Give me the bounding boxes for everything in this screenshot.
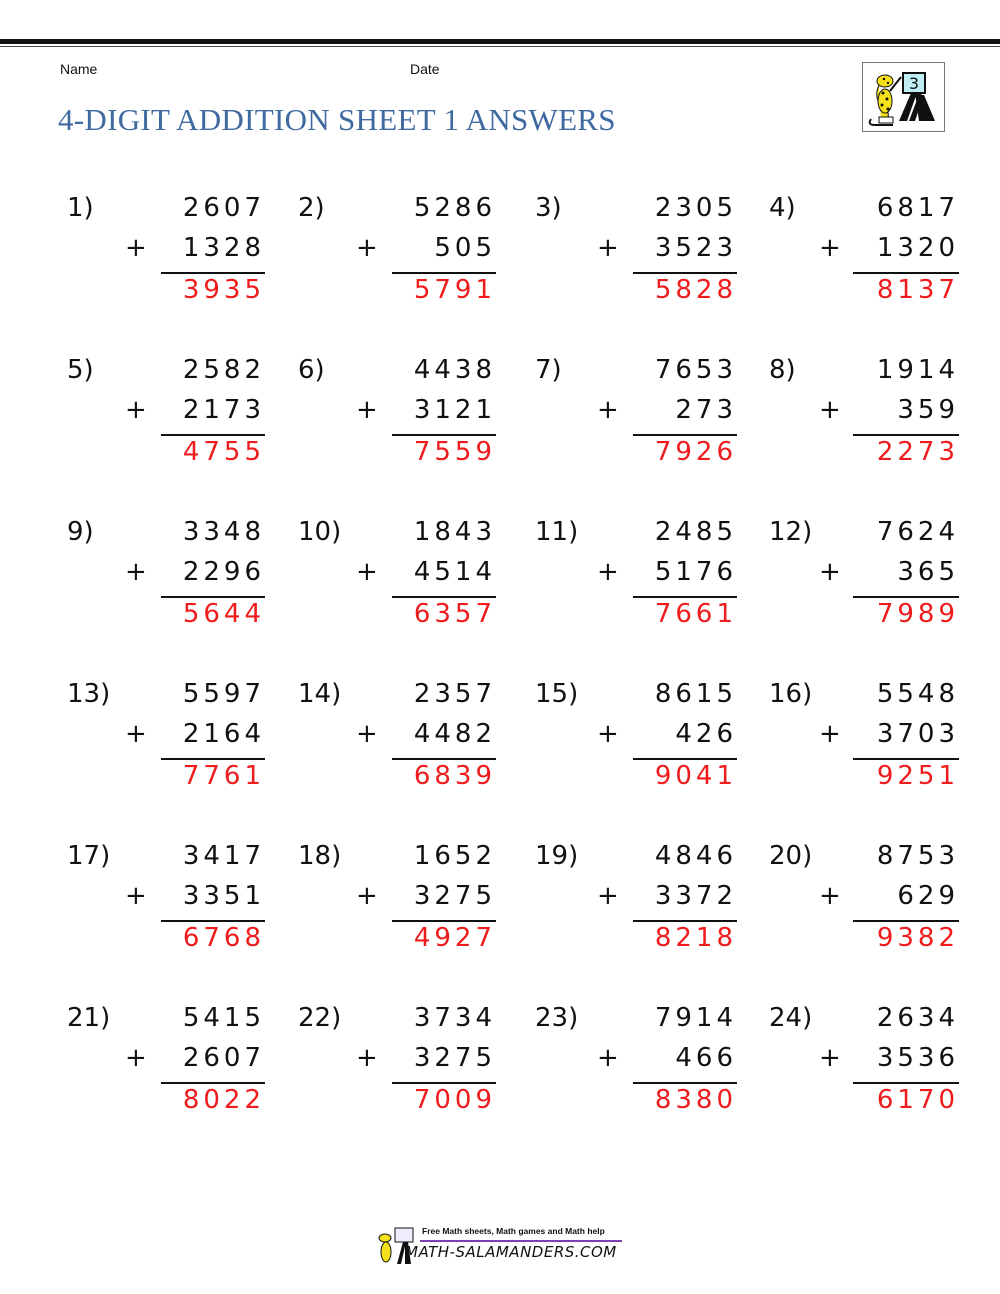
problem-number: 16) xyxy=(769,679,813,709)
addition-problem xyxy=(535,841,737,971)
bottom-addend: 3523 xyxy=(654,233,737,263)
answer: 7559 xyxy=(413,437,496,467)
problem-number: 24) xyxy=(769,1003,813,1033)
bottom-addend: 4482 xyxy=(413,719,496,749)
top-addend: 5415 xyxy=(182,1003,265,1033)
footer-divider xyxy=(420,1240,622,1242)
bottom-addend: 2164 xyxy=(182,719,265,749)
top-addend: 3734 xyxy=(413,1003,496,1033)
answer: 5644 xyxy=(182,599,265,629)
answer: 7989 xyxy=(876,599,959,629)
plus-sign: + xyxy=(819,719,841,749)
plus-sign: + xyxy=(819,1043,841,1073)
bottom-addend: 2173 xyxy=(182,395,265,425)
addition-problem xyxy=(535,679,737,809)
problem-number: 15) xyxy=(535,679,579,709)
problem-number: 17) xyxy=(67,841,111,871)
answer: 6768 xyxy=(182,923,265,953)
addition-problem xyxy=(769,841,959,971)
problem-number: 8) xyxy=(769,355,796,385)
plus-sign: + xyxy=(597,557,619,587)
addition-problem xyxy=(67,517,265,647)
top-addend: 2634 xyxy=(876,1003,959,1033)
bottom-addend: 273 xyxy=(675,395,737,425)
problem-number: 5) xyxy=(67,355,94,385)
problem-number: 2) xyxy=(298,193,325,223)
bottom-addend: 3351 xyxy=(182,881,265,911)
answer: 2273 xyxy=(876,437,959,467)
top-border-rule-thin xyxy=(0,46,1000,47)
top-addend: 5597 xyxy=(182,679,265,709)
plus-sign: + xyxy=(125,395,147,425)
addition-problem xyxy=(67,355,265,485)
bottom-addend: 629 xyxy=(897,881,959,911)
addition-problem xyxy=(535,1003,737,1133)
bottom-addend: 5176 xyxy=(654,557,737,587)
problem-number: 4) xyxy=(769,193,796,223)
problem-number: 22) xyxy=(298,1003,342,1033)
answer: 8380 xyxy=(654,1085,737,1115)
sum-line xyxy=(853,1082,959,1084)
sum-line xyxy=(392,272,496,274)
bottom-addend: 3275 xyxy=(413,881,496,911)
addition-problem xyxy=(67,1003,265,1133)
bottom-addend: 365 xyxy=(897,557,959,587)
top-addend: 1652 xyxy=(413,841,496,871)
plus-sign: + xyxy=(356,395,378,425)
plus-sign: + xyxy=(819,233,841,263)
problem-number: 12) xyxy=(769,517,813,547)
addition-problem xyxy=(298,517,496,647)
plus-sign: + xyxy=(819,395,841,425)
addition-problem xyxy=(769,355,959,485)
plus-sign: + xyxy=(125,881,147,911)
top-addend: 7653 xyxy=(654,355,737,385)
problem-number: 23) xyxy=(535,1003,579,1033)
problem-number: 13) xyxy=(67,679,111,709)
answer: 3935 xyxy=(182,275,265,305)
plus-sign: + xyxy=(356,557,378,587)
top-addend: 4438 xyxy=(413,355,496,385)
footer-site-name: MATH-SALAMANDERS.COM xyxy=(405,1243,617,1261)
problem-number: 3) xyxy=(535,193,562,223)
sum-line xyxy=(633,758,737,760)
addition-problem xyxy=(535,193,737,323)
top-addend: 7624 xyxy=(876,517,959,547)
bottom-addend: 505 xyxy=(434,233,496,263)
answer: 7009 xyxy=(413,1085,496,1115)
plus-sign: + xyxy=(125,1043,147,1073)
answer: 4927 xyxy=(413,923,496,953)
answer: 6839 xyxy=(413,761,496,791)
top-addend: 6817 xyxy=(876,193,959,223)
answer: 6357 xyxy=(413,599,496,629)
plus-sign: + xyxy=(819,881,841,911)
bottom-addend: 3536 xyxy=(876,1043,959,1073)
plus-sign: + xyxy=(125,719,147,749)
top-addend: 3348 xyxy=(182,517,265,547)
problem-number: 20) xyxy=(769,841,813,871)
page-title: 4-DIGIT ADDITION SHEET 1 ANSWERS xyxy=(58,102,616,137)
sum-line xyxy=(161,596,265,598)
sum-line xyxy=(392,434,496,436)
sum-line xyxy=(633,596,737,598)
plus-sign: + xyxy=(356,1043,378,1073)
salamander-logo xyxy=(862,62,945,132)
bottom-addend: 3121 xyxy=(413,395,496,425)
sum-line xyxy=(161,1082,265,1084)
plus-sign: + xyxy=(597,881,619,911)
problem-number: 18) xyxy=(298,841,342,871)
bottom-addend: 426 xyxy=(675,719,737,749)
answer: 8022 xyxy=(182,1085,265,1115)
answer: 7926 xyxy=(654,437,737,467)
top-addend: 8615 xyxy=(654,679,737,709)
addition-problem xyxy=(298,193,496,323)
top-addend: 2305 xyxy=(654,193,737,223)
sum-line xyxy=(392,596,496,598)
problem-number: 19) xyxy=(535,841,579,871)
problem-number: 14) xyxy=(298,679,342,709)
top-addend: 3417 xyxy=(182,841,265,871)
answer: 8137 xyxy=(876,275,959,305)
answer: 5791 xyxy=(413,275,496,305)
problem-number: 9) xyxy=(67,517,94,547)
bottom-addend: 3372 xyxy=(654,881,737,911)
bottom-addend: 4514 xyxy=(413,557,496,587)
top-addend: 8753 xyxy=(876,841,959,871)
answer: 7661 xyxy=(654,599,737,629)
addition-problem xyxy=(67,679,265,809)
date-label: Date xyxy=(410,61,440,77)
bottom-addend: 3275 xyxy=(413,1043,496,1073)
sum-line xyxy=(161,758,265,760)
top-addend: 1914 xyxy=(876,355,959,385)
bottom-addend: 359 xyxy=(897,395,959,425)
addition-problem xyxy=(769,193,959,323)
sum-line xyxy=(633,272,737,274)
sum-line xyxy=(633,434,737,436)
addition-problem xyxy=(298,355,496,485)
sum-line xyxy=(392,758,496,760)
plus-sign: + xyxy=(597,1043,619,1073)
footer-branding xyxy=(375,1226,635,1266)
problem-number: 7) xyxy=(535,355,562,385)
svg-text:3: 3 xyxy=(908,74,920,93)
addition-problem xyxy=(67,841,265,971)
top-addend: 4846 xyxy=(654,841,737,871)
addition-problem xyxy=(769,1003,959,1133)
footer-tagline: Free Math sheets, Math games and Math help xyxy=(422,1226,605,1236)
top-addend: 5548 xyxy=(876,679,959,709)
sum-line xyxy=(392,1082,496,1084)
problem-number: 10) xyxy=(298,517,342,547)
top-border-rule xyxy=(0,39,1000,44)
plus-sign: + xyxy=(356,719,378,749)
problem-number: 6) xyxy=(298,355,325,385)
answer: 4755 xyxy=(182,437,265,467)
sum-line xyxy=(633,920,737,922)
top-addend: 5286 xyxy=(413,193,496,223)
addition-problem xyxy=(769,517,959,647)
name-label: Name xyxy=(60,61,98,77)
addition-problem xyxy=(298,679,496,809)
addition-problem xyxy=(535,517,737,647)
answer: 5828 xyxy=(654,275,737,305)
top-addend: 7914 xyxy=(654,1003,737,1033)
problem-number: 1) xyxy=(67,193,94,223)
top-addend: 2485 xyxy=(654,517,737,547)
answer: 9041 xyxy=(654,761,737,791)
sum-line xyxy=(633,1082,737,1084)
addition-problem xyxy=(535,355,737,485)
bottom-addend: 1320 xyxy=(876,233,959,263)
answer: 8218 xyxy=(654,923,737,953)
answer: 6170 xyxy=(876,1085,959,1115)
answer: 9382 xyxy=(876,923,959,953)
top-addend: 1843 xyxy=(413,517,496,547)
plus-sign: + xyxy=(597,233,619,263)
bottom-addend: 466 xyxy=(675,1043,737,1073)
top-addend: 2582 xyxy=(182,355,265,385)
answer: 9251 xyxy=(876,761,959,791)
problem-number: 21) xyxy=(67,1003,111,1033)
sum-line xyxy=(853,434,959,436)
plus-sign: + xyxy=(819,557,841,587)
addition-problem xyxy=(769,679,959,809)
bottom-addend: 2607 xyxy=(182,1043,265,1073)
plus-sign: + xyxy=(597,395,619,425)
addition-problem xyxy=(298,1003,496,1133)
sum-line xyxy=(853,758,959,760)
sum-line xyxy=(161,434,265,436)
sum-line xyxy=(392,920,496,922)
plus-sign: + xyxy=(125,557,147,587)
top-addend: 2607 xyxy=(182,193,265,223)
addition-problem xyxy=(67,193,265,323)
plus-sign: + xyxy=(356,881,378,911)
bottom-addend: 1328 xyxy=(182,233,265,263)
addition-problem xyxy=(298,841,496,971)
bottom-addend: 3703 xyxy=(876,719,959,749)
plus-sign: + xyxy=(356,233,378,263)
plus-sign: + xyxy=(597,719,619,749)
sum-line xyxy=(161,920,265,922)
plus-sign: + xyxy=(125,233,147,263)
sum-line xyxy=(853,272,959,274)
salamander-easel-icon xyxy=(863,63,944,131)
answer: 7761 xyxy=(182,761,265,791)
sum-line xyxy=(853,920,959,922)
problem-number: 11) xyxy=(535,517,579,547)
top-addend: 2357 xyxy=(413,679,496,709)
sum-line xyxy=(161,272,265,274)
bottom-addend: 2296 xyxy=(182,557,265,587)
sum-line xyxy=(853,596,959,598)
